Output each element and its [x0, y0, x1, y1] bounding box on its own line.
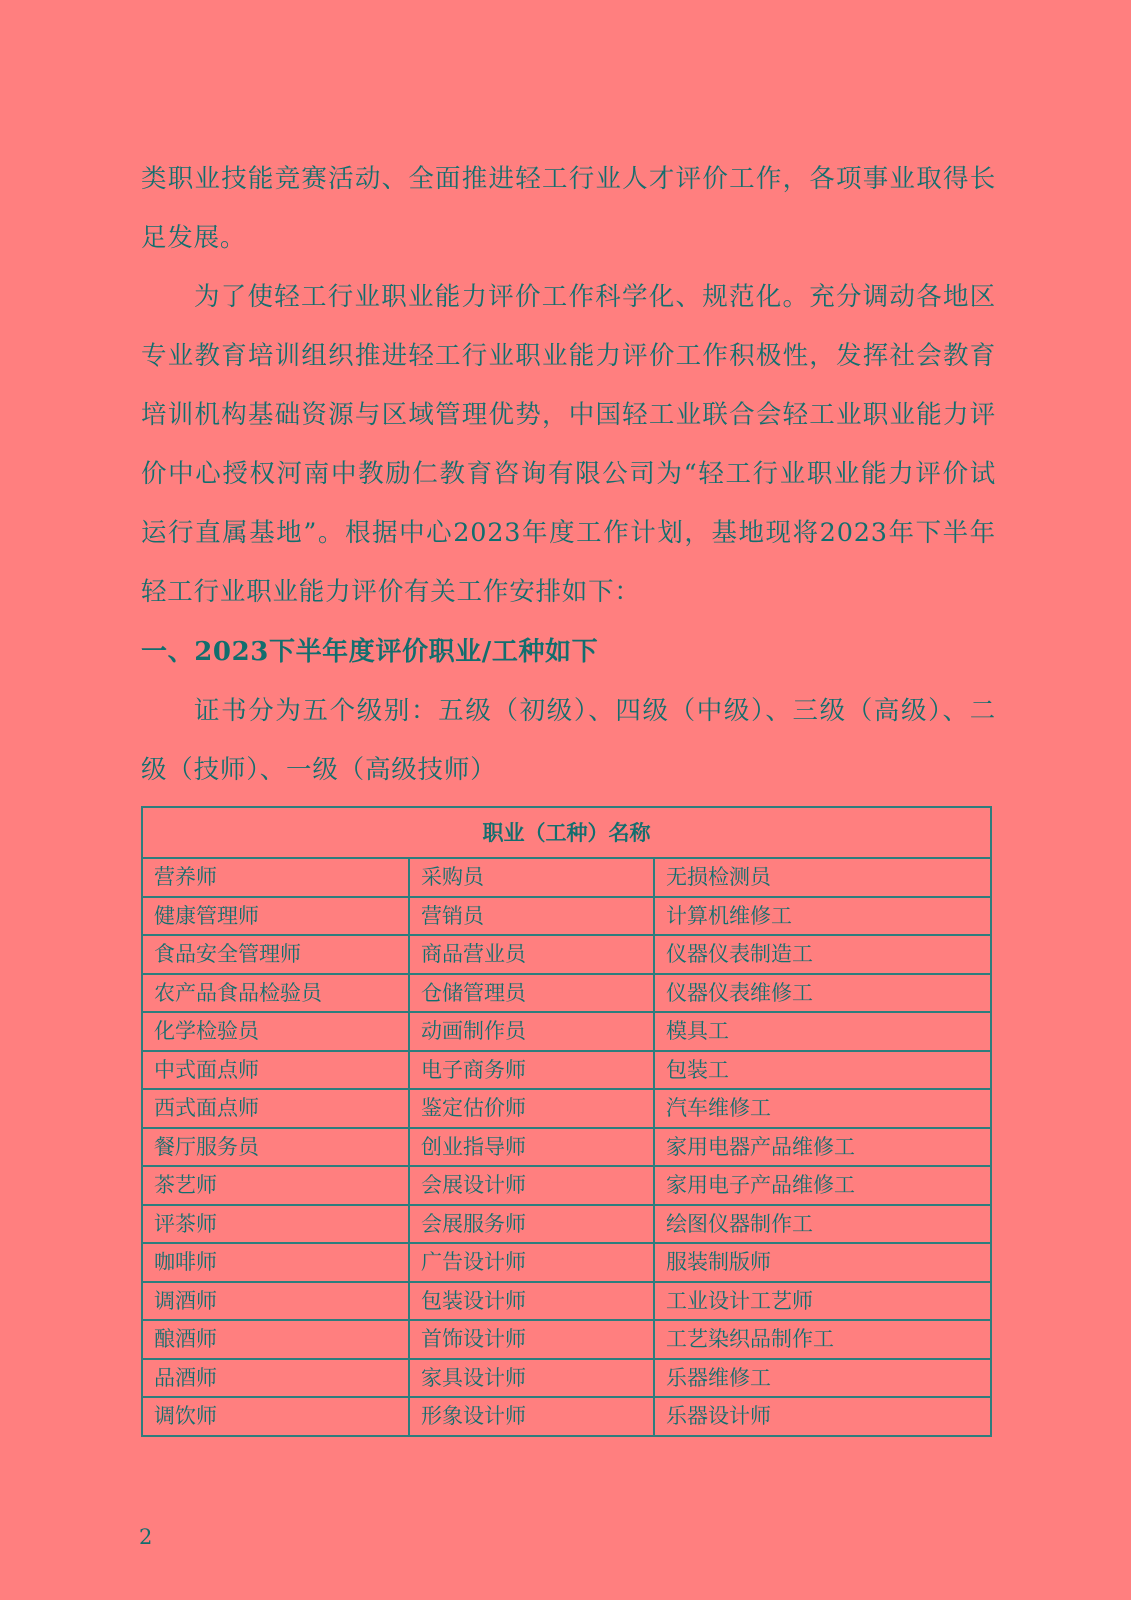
- table-cell: 仓储管理员: [409, 974, 654, 1013]
- paragraph-purpose: 为了使轻工行业职业能力评价工作科学化、规范化。充分调动各地区专业教育培训组织推进轻工行业职业能力评价工作积极性，发挥社会教育培训机构基础资源与区域管理优势，中国轻工业联合会轻工业职业能力评价中心授权河南中教励仁教育咨询有限公司为“轻工行业职业能力评价试运行直属基地”。根据中心2023年度工作计划，基地现将2023年下半年轻工行业职业能力评价有关工作安排如下：: [141, 282, 996, 607]
- table-cell: 家用电器产品维修工: [654, 1128, 991, 1167]
- table-cell: 商品营业员: [409, 935, 654, 974]
- table-cell: 模具工: [654, 1012, 991, 1051]
- table-cell: 餐厅服务员: [142, 1128, 409, 1167]
- table-cell: 调饮师: [142, 1397, 409, 1436]
- table-cell: 会展设计师: [409, 1166, 654, 1205]
- table-row: [142, 1166, 991, 1205]
- table-cell: 酿酒师: [142, 1320, 409, 1359]
- occupation-table: [141, 806, 992, 1437]
- table-cell: 仪器仪表制造工: [654, 935, 991, 974]
- table-cell: 工艺染织品制作工: [654, 1320, 991, 1359]
- table-cell: 创业指导师: [409, 1128, 654, 1167]
- section-heading: 一、2023下半年度评价职业/工种如下: [141, 637, 599, 667]
- table-body: [142, 858, 991, 1436]
- paragraph-continuation: 类职业技能竞赛活动、全面推进轻工行业人才评价工作，各项事业取得长足发展。: [141, 164, 996, 253]
- table-cell: 茶艺师: [142, 1166, 409, 1205]
- occupation-table-container: [141, 806, 990, 1437]
- table-row: [142, 1051, 991, 1090]
- table-row: [142, 1128, 991, 1167]
- table-header: 职业（工种）名称: [142, 807, 991, 858]
- table-cell: 中式面点师: [142, 1051, 409, 1090]
- table-row: [142, 1397, 991, 1436]
- table-cell: 品酒师: [142, 1359, 409, 1398]
- table-cell: 评茶师: [142, 1205, 409, 1244]
- table-cell: 首饰设计师: [409, 1320, 654, 1359]
- table-cell: 服装制版师: [654, 1243, 991, 1282]
- table-cell: 营销员: [409, 897, 654, 936]
- table-cell: 西式面点师: [142, 1089, 409, 1128]
- paragraph-certificate-levels: 证书分为五个级别：五级（初级）、四级（中级）、三级（高级）、二级（技师）、一级（高级技师）: [141, 696, 996, 785]
- table-row: [142, 1359, 991, 1398]
- table-row: [142, 1205, 991, 1244]
- table-cell: 会展服务师: [409, 1205, 654, 1244]
- table-header-row: [142, 807, 991, 858]
- table-cell: 工业设计工艺师: [654, 1282, 991, 1321]
- table-row: [142, 1243, 991, 1282]
- table-cell: 电子商务师: [409, 1051, 654, 1090]
- table-cell: 营养师: [142, 858, 409, 897]
- table-row: [142, 897, 991, 936]
- table-row: [142, 1012, 991, 1051]
- table-cell: 家用电子产品维修工: [654, 1166, 991, 1205]
- table-row: [142, 1320, 991, 1359]
- table-cell: 包装设计师: [409, 1282, 654, 1321]
- table-cell: 鉴定估价师: [409, 1089, 654, 1128]
- table-row: [142, 974, 991, 1013]
- table-cell: 乐器设计师: [654, 1397, 991, 1436]
- table-cell: 无损检测员: [654, 858, 991, 897]
- table-cell: 乐器维修工: [654, 1359, 991, 1398]
- table-cell: 农产品食品检验员: [142, 974, 409, 1013]
- table-cell: 绘图仪器制作工: [654, 1205, 991, 1244]
- table-cell: 健康管理师: [142, 897, 409, 936]
- table-cell: 化学检验员: [142, 1012, 409, 1051]
- table-cell: 动画制作员: [409, 1012, 654, 1051]
- table-cell: 调酒师: [142, 1282, 409, 1321]
- page-number: 2: [139, 1525, 153, 1549]
- table-row: [142, 858, 991, 897]
- table-row: [142, 935, 991, 974]
- table-cell: 咖啡师: [142, 1243, 409, 1282]
- table-row: [142, 1089, 991, 1128]
- table-row: [142, 1282, 991, 1321]
- page-content: [141, 150, 996, 1437]
- table-cell: 采购员: [409, 858, 654, 897]
- table-cell: 计算机维修工: [654, 897, 991, 936]
- table-cell: 家具设计师: [409, 1359, 654, 1398]
- table-cell: 广告设计师: [409, 1243, 654, 1282]
- table-cell: 仪器仪表维修工: [654, 974, 991, 1013]
- table-cell: 汽车维修工: [654, 1089, 991, 1128]
- table-cell: 食品安全管理师: [142, 935, 409, 974]
- table-cell: 包装工: [654, 1051, 991, 1090]
- table-cell: 形象设计师: [409, 1397, 654, 1436]
